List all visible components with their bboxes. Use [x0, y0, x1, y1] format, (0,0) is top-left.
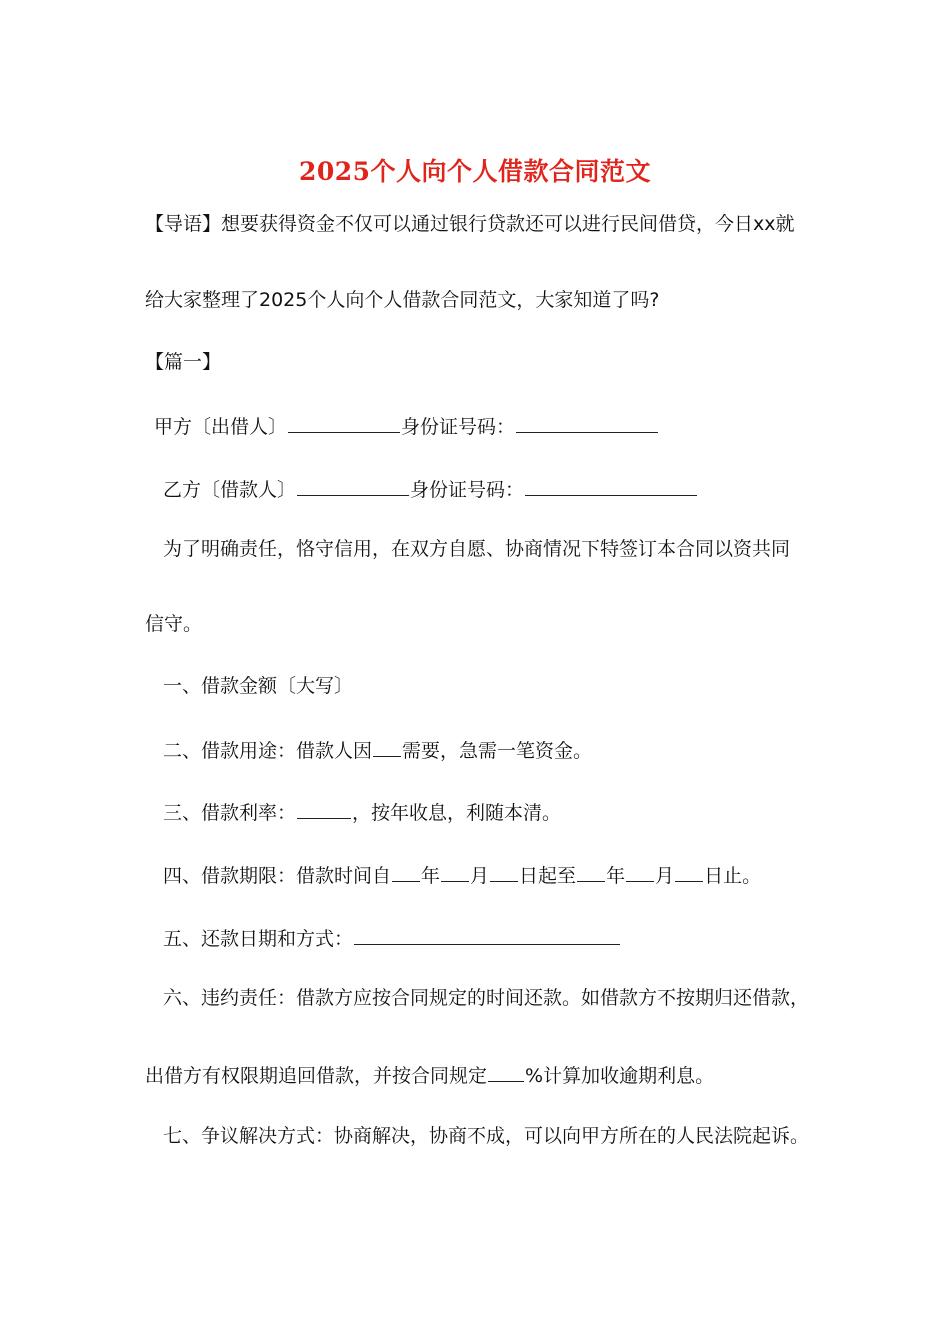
clause-6-line-1: 六、违约责任：借款方应按合同规定的时间还款。如借款方不按期归还借款， [163, 987, 810, 1009]
party-a-label: 甲方〔出借人〕 [154, 416, 288, 438]
clause-2-text-b: 需要，急需一笔资金。 [402, 740, 593, 762]
intro-line-2: 给大家整理了2025个人向个人借款合同范文，大家知道了吗? [145, 289, 660, 311]
clause-7: 七、争议解决方式：协商解决，协商不成，可以向甲方所在的人民法院起诉。 [163, 1125, 810, 1147]
clause-4-text-a: 四、借款期限：借款时间自 [163, 865, 392, 887]
party-b-label: 乙方〔借款人〕 [163, 479, 297, 501]
clause-1: 一、借款金额〔大写〕 [163, 675, 354, 697]
party-a-id-label: 身份证号码： [401, 416, 516, 438]
repayment-method-blank[interactable] [354, 924, 620, 945]
clause-3-text-b: ，按年收息，利随本清。 [352, 802, 562, 824]
day-to-label: 日止。 [704, 865, 762, 887]
year-label: 年 [606, 865, 626, 887]
clause-2 [163, 736, 592, 763]
intro-line-1: 【导语】想要获得资金不仅可以通过银行贷款还可以进行民间借贷，今日xx就 [145, 213, 795, 235]
clause-6-text-a: 出借方有权限期追回借款，并按合同规定 [145, 1065, 488, 1087]
month-label: 月 [470, 865, 490, 887]
preamble-line-2: 信守。 [145, 613, 203, 635]
start-year-blank[interactable] [392, 861, 420, 882]
section-heading: 【篇一】 [145, 351, 222, 373]
party-a-line [154, 412, 659, 439]
end-year-blank[interactable] [577, 861, 605, 882]
start-day-blank[interactable] [490, 861, 518, 882]
party-b-name-blank[interactable] [297, 475, 409, 496]
overdue-rate-blank[interactable] [488, 1061, 524, 1082]
clause-3 [163, 798, 561, 825]
loan-purpose-blank[interactable] [373, 736, 401, 757]
party-b-id-label: 身份证号码： [410, 479, 525, 501]
document-title: 2025个人向个人借款合同范文 [298, 157, 652, 186]
clause-4 [163, 861, 761, 888]
end-day-blank[interactable] [675, 861, 703, 882]
start-month-blank[interactable] [441, 861, 469, 882]
preamble-line-1: 为了明确责任，恪守信用，在双方自愿、协商情况下特签订本合同以资共同 [163, 538, 791, 560]
party-b-id-blank[interactable] [525, 475, 697, 496]
clause-5-text: 五、还款日期和方式： [163, 928, 354, 950]
party-a-name-blank[interactable] [288, 412, 400, 433]
clause-3-text-a: 三、借款利率： [163, 802, 297, 824]
clause-6-text-b: %计算加收逾期利息。 [525, 1065, 715, 1087]
interest-rate-blank[interactable] [297, 798, 351, 819]
year-label: 年 [421, 865, 441, 887]
end-month-blank[interactable] [626, 861, 654, 882]
day-from-label: 日起至 [519, 865, 577, 887]
clause-2-text-a: 二、借款用途：借款人因 [163, 740, 373, 762]
party-b-line [163, 475, 698, 502]
clause-5 [163, 924, 621, 951]
party-a-id-blank[interactable] [516, 412, 658, 433]
clause-6-line-2 [145, 1061, 714, 1088]
month-label: 月 [655, 865, 675, 887]
